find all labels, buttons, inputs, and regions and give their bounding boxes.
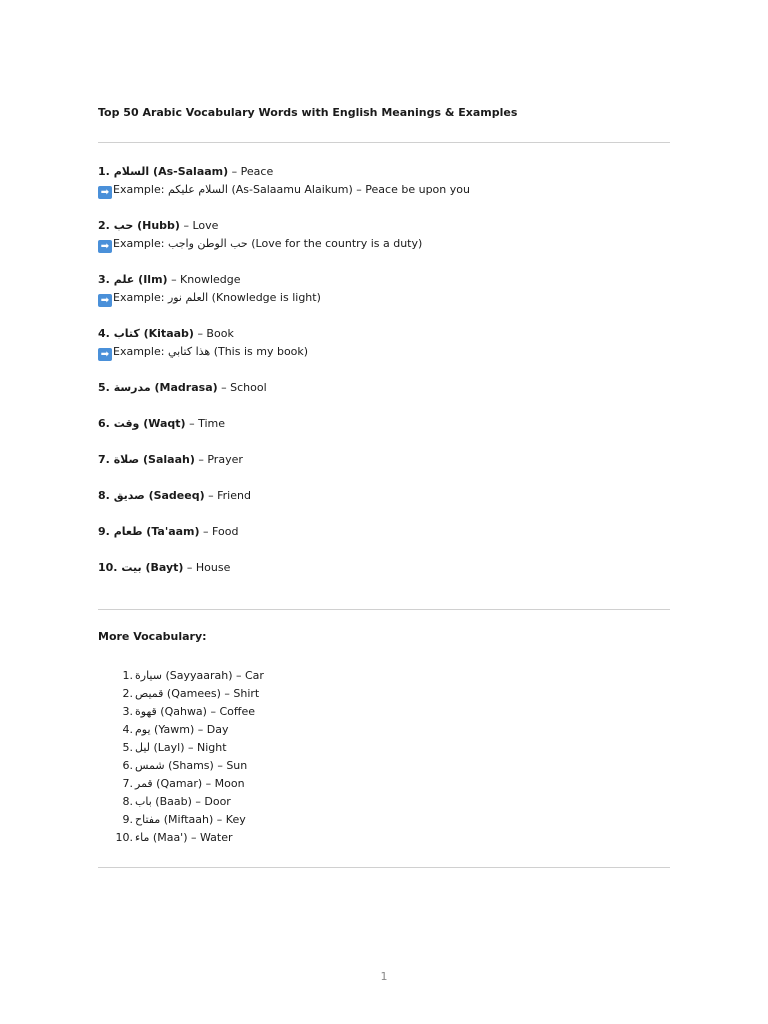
example-label: Example: (113, 237, 165, 250)
divider (98, 867, 670, 868)
right-arrow-icon: ➡ (98, 294, 112, 307)
list-item: 4. يوم (Yawm) – Day (122, 723, 229, 736)
arabic-word: مدرسة (113, 381, 151, 394)
arabic-word: وقت (113, 417, 140, 430)
vocab-entry-6: 6. وقت (Waqt) – Time (98, 417, 225, 430)
list-item: 3. قهوة (Qahwa) – Coffee (122, 705, 255, 718)
transliteration: (Ta'aam) (146, 525, 200, 538)
example-label: Example: (113, 345, 165, 358)
example-text: السلام عليكم (As-Salaamu Alaikum) – Peace be upon you (167, 183, 470, 196)
vocabulary-list (98, 163, 670, 595)
example-label: Example: (113, 291, 165, 304)
vocab-entry-5: 5. مدرسة (Madrasa) – School (98, 381, 267, 394)
list-item: 5. ليل (Layl) – Night (122, 741, 227, 754)
divider (98, 609, 670, 610)
arabic-word: صديق (113, 489, 145, 502)
arabic-word: صلاة (113, 453, 140, 466)
transliteration: (Salaah) (143, 453, 195, 466)
more-vocabulary-list (98, 667, 264, 847)
vocab-entry-9: 9. طعام (Ta'aam) – Food (98, 525, 239, 538)
arabic-word: حب (113, 219, 134, 232)
meaning: – Peace (231, 165, 274, 178)
vocab-entry-1: 1. السلام (As-Salaam) – Peace ➡ Example: السلام عليكم (As-Salaamu Alaikum) – Peace be upon you (98, 165, 470, 198)
section-heading: More Vocabulary: (98, 630, 207, 643)
meaning: – School (221, 381, 267, 394)
transliteration: (As-Salaam) (153, 165, 229, 178)
vocab-entry-4: 4. كتاب (Kitaab) – Book ➡ Example: هذا كتابي (This is my book) (98, 327, 309, 360)
example-label: Example: (113, 183, 165, 196)
meaning: – Love (183, 219, 219, 232)
page-number: 1 (380, 970, 388, 983)
meaning: – Prayer (198, 453, 243, 466)
example-text: العلم نور (Knowledge is light) (167, 291, 321, 304)
list-item: 2. قميص (Qamees) – Shirt (122, 687, 260, 700)
transliteration: (Waqt) (143, 417, 186, 430)
vocab-entry-2: 2. حب (Hubb) – Love ➡ Example: حب الوطن واجب (Love for the country is a duty) (98, 219, 423, 252)
meaning: – Food (203, 525, 239, 538)
transliteration: (Kitaab) (143, 327, 194, 340)
example-text: هذا كتابي (This is my book) (167, 345, 309, 358)
arabic-word: السلام (113, 165, 150, 178)
page-title: Top 50 Arabic Vocabulary Words with English Meanings & Examples (98, 106, 518, 119)
list-item: 9. مفتاح (Miftaah) – Key (122, 813, 246, 826)
arabic-word: طعام (113, 525, 143, 538)
list-item: 8. باب (Baab) – Door (122, 795, 231, 808)
vocab-entry-10: 10. بيت (Bayt) – House (98, 561, 231, 574)
right-arrow-icon: ➡ (98, 186, 112, 199)
right-arrow-icon: ➡ (98, 348, 112, 361)
vocab-entry-3: 3. علم (Ilm) – Knowledge ➡ Example: العلم نور (Knowledge is light) (98, 273, 321, 306)
list-item: 6. شمس (Shams) – Sun (122, 759, 248, 772)
transliteration: (Bayt) (145, 561, 184, 574)
arabic-word: علم (113, 273, 135, 286)
meaning: – Friend (208, 489, 251, 502)
meaning: – Knowledge (171, 273, 241, 286)
list-item: 7. قمر (Qamar) – Moon (122, 777, 245, 790)
arabic-word: كتاب (113, 327, 140, 340)
right-arrow-icon: ➡ (98, 240, 112, 253)
meaning: – Book (197, 327, 234, 340)
meaning: – Time (189, 417, 225, 430)
transliteration: (Madrasa) (154, 381, 218, 394)
list-item: 10. ماء (Maa') – Water (115, 831, 233, 844)
transliteration: (Ilm) (138, 273, 168, 286)
meaning: – House (186, 561, 231, 574)
list-item: 1. سيارة (Sayyaarah) – Car (122, 669, 264, 682)
vocab-entry-7: 7. صلاة (Salaah) – Prayer (98, 453, 243, 466)
example-text: حب الوطن واجب (Love for the country is a duty) (167, 237, 423, 250)
vocab-entry-8: 8. صديق (Sadeeq) – Friend (98, 489, 251, 502)
transliteration: (Hubb) (137, 219, 180, 232)
arabic-word: بيت (121, 561, 142, 574)
divider (98, 142, 670, 143)
transliteration: (Sadeeq) (148, 489, 205, 502)
